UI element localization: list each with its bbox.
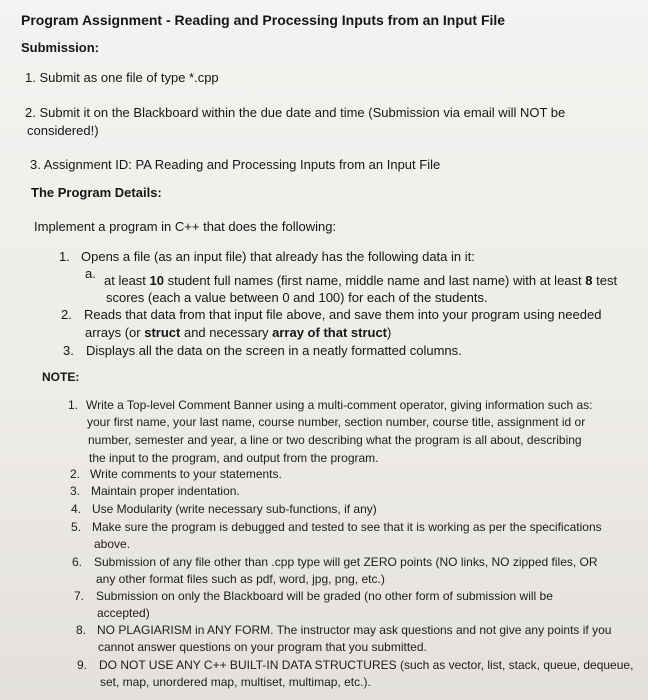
step-2-line-1: Reads that data from that input file above, and save them into your program using needed <box>84 307 602 322</box>
submission-item-2-line-1: 2. Submit it on the Blackboard within the due date and time (Submission via email will NOT be <box>25 105 566 120</box>
step-1-text: Opens a file (as an input file) that already has the following data in it: <box>81 249 475 264</box>
note-9-number: 9. <box>77 658 88 672</box>
note-1-line-1: Write a Top-level Comment Banner using a multi-comment operator, giving information such as: <box>86 398 593 412</box>
step-1-number: 1. <box>59 249 70 264</box>
note-9-line-2: set, map, unordered map, multiset, multimap, etc.). <box>100 675 371 689</box>
note-2-text: Write comments to your statements. <box>90 467 282 481</box>
note-8-number: 8. <box>76 623 87 637</box>
submission-heading: Submission: <box>21 40 100 55</box>
step-2-line-2: arrays (or struct and necessary array of that struct) <box>85 325 392 340</box>
note-1-number: 1. <box>68 398 79 412</box>
page-title: Program Assignment - Reading and Processing Inputs from an Input File <box>21 12 506 28</box>
step-1a-letter: a. <box>85 266 96 281</box>
note-1-line-2: your first name, your last name, course number, section number, course title, assignment id or <box>87 415 586 429</box>
step-1a-line-1: at least 10 student full names (first name, middle name and last name) with at least 8 test <box>104 273 618 288</box>
note-5-number: 5. <box>71 520 82 534</box>
note-7-line-2: accepted) <box>97 606 150 620</box>
note-1-line-4: the input to the program, and output from the program. <box>89 451 379 465</box>
note-5-line-2: above. <box>94 537 131 551</box>
note-3-number: 3. <box>70 484 81 498</box>
note-3-text: Maintain proper indentation. <box>91 484 240 498</box>
note-8-line-1: NO PLAGIARISM in ANY FORM. The instructor may ask questions and not give any points if you <box>97 623 612 637</box>
step-2-number: 2. <box>61 307 72 322</box>
note-heading: NOTE: <box>42 370 80 384</box>
note-7-number: 7. <box>74 589 85 603</box>
step-3-text: Displays all the data on the screen in a neatly formatted columns. <box>86 343 462 358</box>
note-7-line-1: Submission on only the Blackboard will be graded (no other form of submission will be <box>96 589 553 603</box>
note-4-text: Use Modularity (write necessary sub-functions, if any) <box>92 502 377 516</box>
note-6-number: 6. <box>72 555 83 569</box>
step-3-number: 3. <box>63 343 74 358</box>
submission-item-2-line-2: considered!) <box>27 123 99 138</box>
submission-item-3: 3. Assignment ID: PA Reading and Processing Inputs from an Input File <box>30 157 441 172</box>
submission-item-1: 1. Submit as one file of type *.cpp <box>25 70 219 85</box>
note-2-number: 2. <box>70 467 81 481</box>
note-4-number: 4. <box>71 502 82 516</box>
note-9-line-1: DO NOT USE ANY C++ BUILT-IN DATA STRUCTURES (such as vector, list, stack, queue, dequeue, <box>99 658 634 672</box>
program-details-heading: The Program Details: <box>31 185 162 200</box>
note-1-line-3: number, semester and year, a line or two describing what the program is all about, describing <box>88 433 582 447</box>
step-1a-line-2: scores (each a value between 0 and 100) for each of the students. <box>106 290 488 305</box>
note-6-line-1: Submission of any file other than .cpp type will get ZERO points (NO links, NO zipped files, OR <box>94 555 598 569</box>
note-6-line-2: any other format files such as pdf, word, jpg, png, etc.) <box>96 572 385 586</box>
note-5-line-1: Make sure the program is debugged and tested to see that it is working as per the specifications <box>92 520 602 534</box>
note-8-line-2: cannot answer questions on your program that you submitted. <box>98 640 427 654</box>
program-details-intro: Implement a program in C++ that does the following: <box>34 219 337 234</box>
